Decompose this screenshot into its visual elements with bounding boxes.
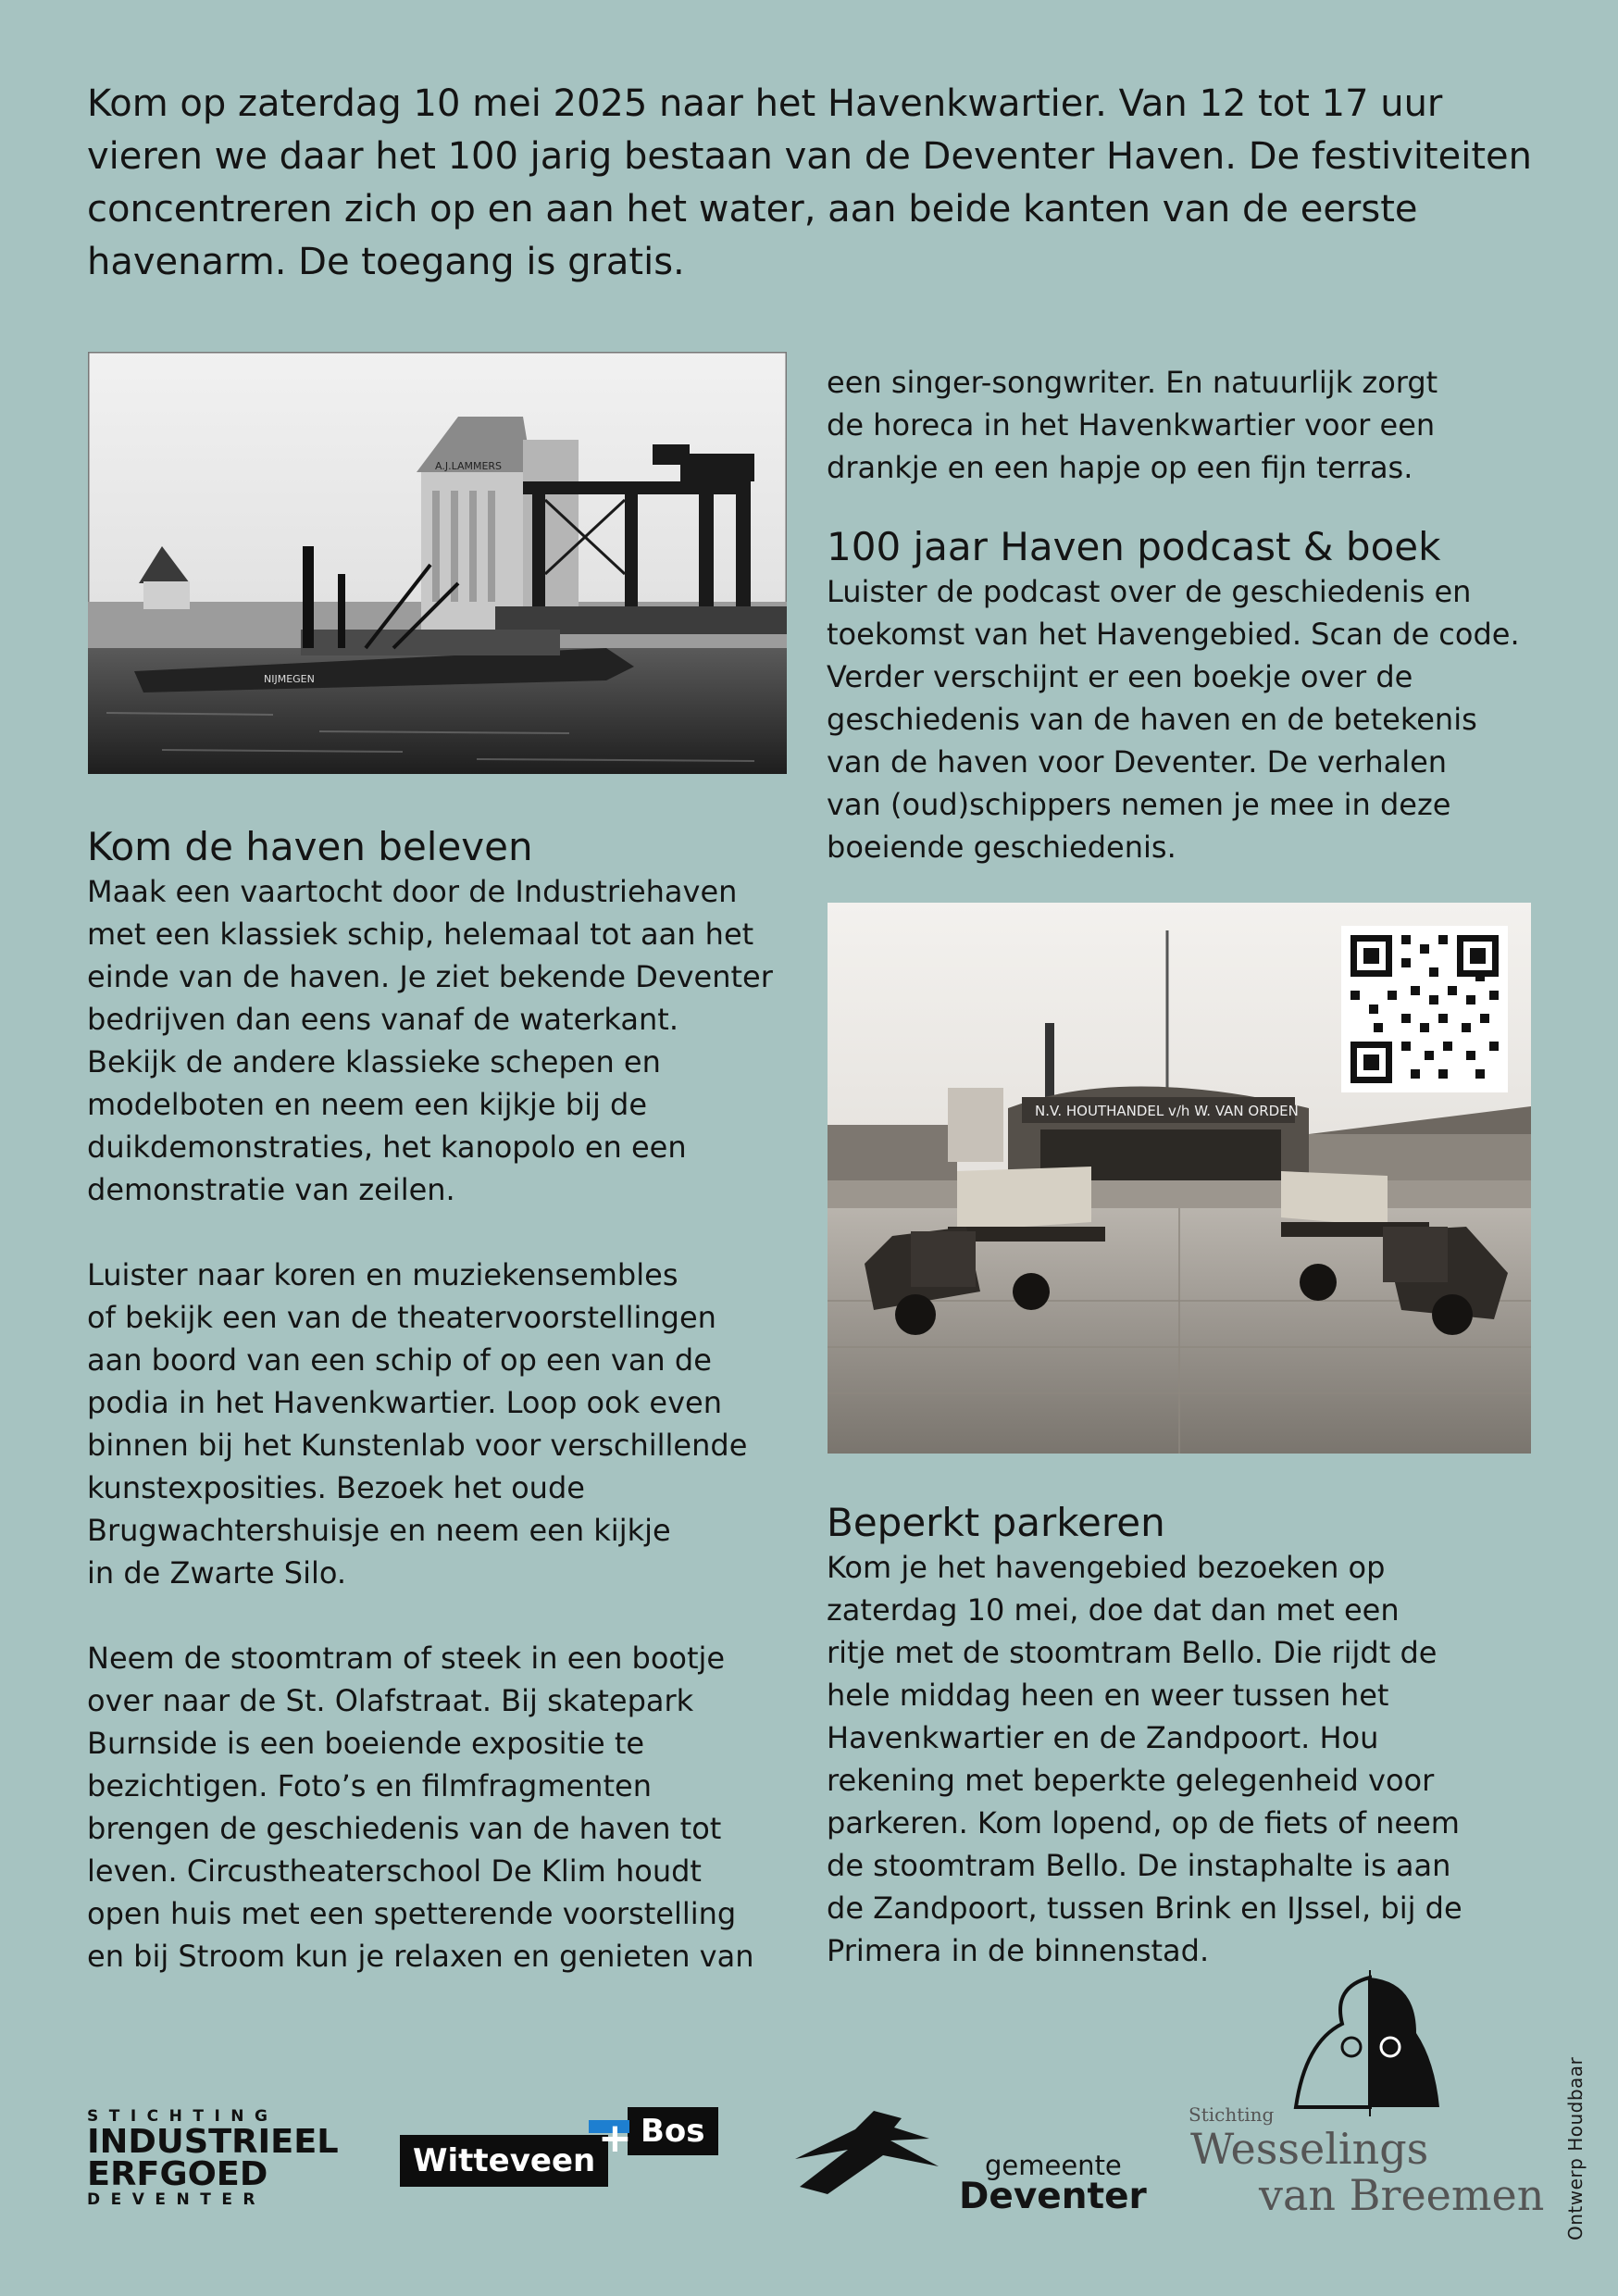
logo-wb-witteveen: Witteveen <box>400 2135 608 2187</box>
logo-wvb-line1: Stichting <box>1189 2103 1275 2126</box>
intro-text: Kom op zaterdag 10 mei 2025 naar het Havenkwartier. Van 12 tot 17 uur vieren we daar het 100 jarig bestaan van de Deventer Haven. De festiviteiten concentreren zich op en aan het water, aan beide kanten van de eerste havenarm. De toegang is gratis. <box>87 82 1532 283</box>
section-haven-p3: Neem de stoomtram of steek in een bootje over naar de St. Olafstraat. Bij skatepark Burnside is een boeiende expositie te bezichtigen. Foto’s en filmfragmenten brengen de geschiedenis van de haven tot leven. Circustheaterschool De Klim houdt open huis met een spetterende voorstelling en bij Stroom kun je relaxen en genieten van <box>87 1641 754 1974</box>
deventer-eagle-icon <box>790 2102 976 2203</box>
section-podcast-title: 100 jaar Haven podcast & boek <box>827 524 1441 569</box>
section-continuation <box>827 361 1539 868</box>
logo-stichting-industrieel-erfgoed[interactable] <box>87 2107 339 2209</box>
portrait-icon <box>1277 1968 1462 2116</box>
section-haven-p2: Luister naar koren en muziekensembles of bekijk een van de theatervoorstellingen aan boord van een schip of op een van de podia in het Havenkwartier. Loop ook even binnen bij het Kunstenlab voor verschillende kunstexposities. Bezoek het oude Brugwachtershuisje en neem een kijkje in de Zwarte Silo. <box>87 1257 748 1591</box>
section-haven-title: Kom de haven beleven <box>87 824 533 869</box>
logo-wb-bos: Bos <box>628 2107 718 2155</box>
logo-wesselings-van-breemen[interactable] <box>1185 1968 1555 2227</box>
section-parkeren <box>827 1500 1539 1972</box>
timber-sign: N.V. HOUTHANDEL v/h W. VAN ORDEN <box>1035 1103 1299 1119</box>
logo-gemeente-line2: Deventer <box>959 2176 1147 2217</box>
section-podcast-body: Luister de podcast over de geschiedenis en toekomst van het Havengebied. Scan de code. Verder verschijnt er een boekje over de geschiedenis van de haven en de betekenis van de haven voor Deventer. De verhalen van (oud)schippers nemen je mee in deze boeiende geschiedenis. <box>827 574 1520 865</box>
logo-gemeente-line1: gemeente <box>985 2150 1122 2181</box>
section-parkeren-title: Beperkt parkeren <box>827 1500 1165 1545</box>
continuation-text: een singer-songwriter. En natuurlijk zorgt de horeca in het Havenkwartier voor een drankje en een hapje op een fijn terras. <box>827 365 1438 485</box>
section-haven-p1: Maak een vaartocht door de Industriehaven met een klassiek schip, helemaal tot aan het einde van de haven. Je ziet bekende Deventer bedrijven dan eens vanaf de waterkant. Bekijk de andere klassieke schepen en modelboten en neem een kijkje bij de duikdemonstraties, het kanopolo en een demonstratie van zeilen. <box>87 874 773 1207</box>
logo-wvb-line2: Wesselings <box>1190 2124 1429 2174</box>
section-haven <box>87 824 800 1978</box>
boat-name: NIJMEGEN <box>264 673 315 685</box>
logo-wvb-line3: van Breemen <box>1259 2170 1545 2220</box>
qr-code-icon[interactable] <box>1341 926 1508 1092</box>
logo-witteveen-bos[interactable] <box>400 2107 724 2192</box>
logo-gemeente-deventer[interactable] <box>790 2102 1161 2222</box>
logo-sie-line1: STICHTING <box>87 2107 279 2126</box>
logo-sie-line4: DEVENTER <box>87 2190 267 2209</box>
logo-wb-plus: + <box>598 2115 632 2162</box>
timber-yard-photo <box>828 903 1531 1454</box>
harbour-photo <box>88 352 787 774</box>
logo-sie-line2: INDUSTRIEEL <box>87 2123 339 2161</box>
design-credit: Ontwerp Houdbaar <box>1564 2056 1587 2240</box>
section-parkeren-body: Kom je het havengebied bezoeken op zaterdag 10 mei, doe dat dan met een ritje met de stoomtram Bello. Die rijdt de hele middag heen en weer tussen het Havenkwartier en de Zandpoort. Hou rekening met beperkte gelegenheid voor parkeren. Kom lopend, op de fiets of neem de stoomtram Bello. De instaphalte is aan de Zandpoort, tussen Brink en IJssel, bij de Primera in de binnenstad. <box>827 1550 1462 1968</box>
silo-sign: A.J.LAMMERS <box>435 460 503 472</box>
logo-sie-line3: ERFGOED <box>87 2155 268 2193</box>
